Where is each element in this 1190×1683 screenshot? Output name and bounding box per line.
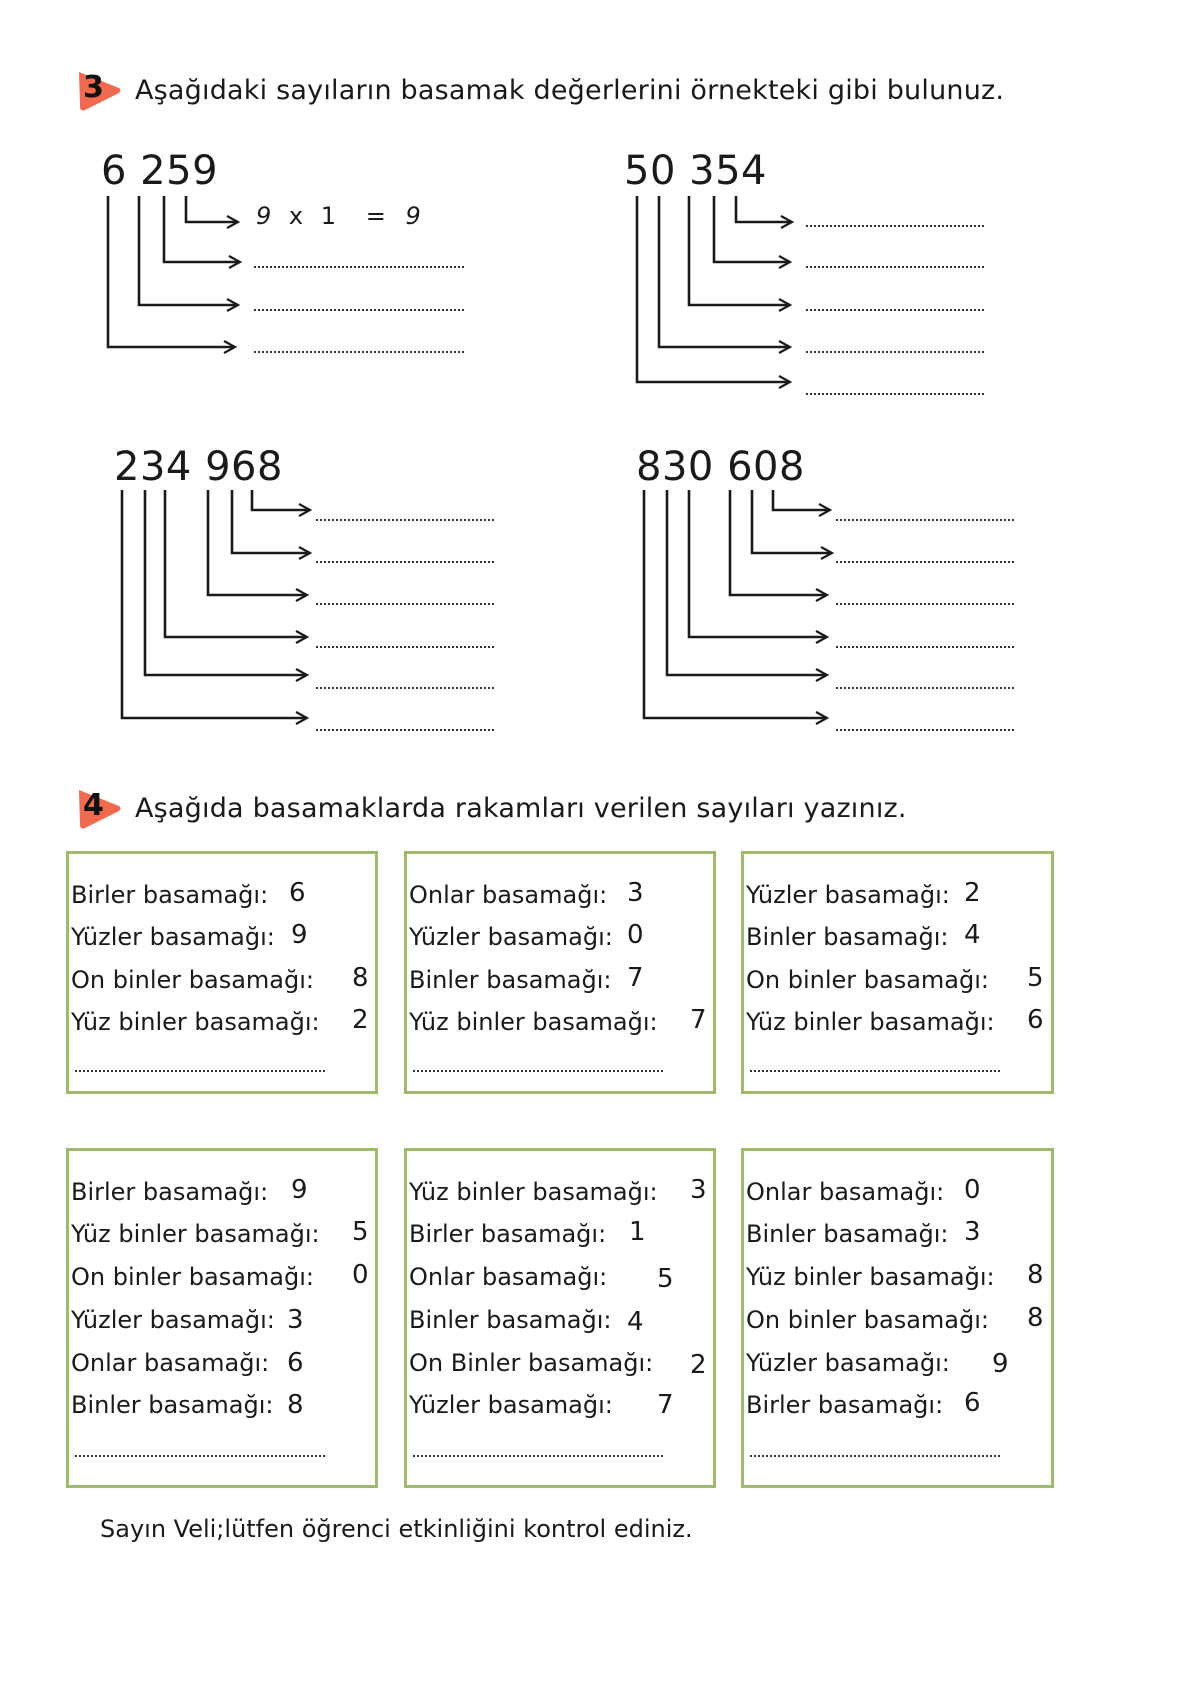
box-row-value: 0 bbox=[627, 920, 644, 950]
box-row-value: 3 bbox=[287, 1305, 304, 1335]
answer-line[interactable] bbox=[836, 561, 1014, 563]
box-row-label: On binler basamağı: bbox=[71, 966, 314, 994]
example-calculation bbox=[256, 202, 421, 230]
box-row-value: 3 bbox=[964, 1217, 981, 1247]
question-3-number: 3 bbox=[83, 70, 104, 105]
answer-line[interactable] bbox=[254, 351, 464, 353]
box-row-label: Birler basamağı: bbox=[71, 1178, 269, 1206]
box-row-value: 9 bbox=[291, 920, 308, 950]
answer-line[interactable] bbox=[75, 1070, 325, 1072]
box-row-label: Binler basamağı: bbox=[409, 1306, 612, 1334]
box-row-value: 4 bbox=[964, 920, 981, 950]
answer-line[interactable] bbox=[806, 309, 984, 311]
example-result: 9 bbox=[405, 202, 421, 230]
question-4-badge bbox=[75, 784, 123, 832]
box-row-value: 5 bbox=[657, 1264, 674, 1294]
number-4: 830 608 bbox=[636, 444, 805, 490]
box-row-value: 9 bbox=[291, 1175, 308, 1205]
answer-line[interactable] bbox=[806, 351, 984, 353]
box-row-value: 7 bbox=[690, 1005, 707, 1035]
box-row-value: 8 bbox=[1027, 1260, 1044, 1290]
box-row-label: Yüz binler basamağı: bbox=[409, 1008, 658, 1036]
box-row-value: 3 bbox=[627, 878, 644, 908]
answer-line[interactable] bbox=[316, 687, 494, 689]
digit-box-1 bbox=[66, 851, 378, 1094]
answer-line[interactable] bbox=[316, 646, 494, 648]
box-row-label: Binler basamağı: bbox=[71, 1391, 274, 1419]
box-row-value: 8 bbox=[287, 1390, 304, 1420]
box-row-value: 5 bbox=[1027, 963, 1044, 993]
answer-line[interactable] bbox=[316, 603, 494, 605]
box-row-value: 9 bbox=[992, 1349, 1009, 1379]
box-row-value: 6 bbox=[964, 1388, 981, 1418]
answer-line[interactable] bbox=[413, 1455, 663, 1457]
box-row-label: Yüzler basamağı: bbox=[746, 1349, 950, 1377]
box-row-value: 1 bbox=[629, 1217, 646, 1247]
question-4-number: 4 bbox=[83, 788, 104, 823]
example-place: 1 bbox=[320, 202, 337, 230]
box-row-value: 2 bbox=[352, 1005, 369, 1035]
box-row-value: 2 bbox=[964, 878, 981, 908]
digit-box-2 bbox=[404, 851, 716, 1094]
box-row-value: 4 bbox=[627, 1307, 644, 1337]
digit-box-3 bbox=[741, 851, 1054, 1094]
box-row-label: Onlar basamağı: bbox=[409, 1263, 608, 1291]
box-row-label: Onlar basamağı: bbox=[71, 1349, 270, 1377]
box-row-value: 0 bbox=[352, 1260, 369, 1290]
answer-line[interactable] bbox=[836, 646, 1014, 648]
box-row-label: Binler basamağı: bbox=[746, 923, 949, 951]
box-row-label: Onlar basamağı: bbox=[746, 1178, 945, 1206]
answer-line[interactable] bbox=[806, 266, 984, 268]
box-row-label: Birler basamağı: bbox=[71, 881, 269, 909]
box-row-value: 8 bbox=[1027, 1303, 1044, 1333]
answer-line[interactable] bbox=[836, 729, 1014, 731]
box-row-value: 3 bbox=[690, 1175, 707, 1205]
answer-line[interactable] bbox=[806, 393, 984, 395]
box-row-value: 5 bbox=[352, 1217, 369, 1247]
box-row-label: Birler basamağı: bbox=[746, 1391, 944, 1419]
box-row-label: Yüz binler basamağı: bbox=[71, 1220, 320, 1248]
box-row-label: Yüzler basamağı: bbox=[71, 923, 275, 951]
box-row-value: 7 bbox=[657, 1390, 674, 1420]
digit-box-4 bbox=[66, 1148, 378, 1488]
box-row-label: Yüzler basamağı: bbox=[746, 881, 950, 909]
box-row-label: Yüz binler basamağı: bbox=[71, 1008, 320, 1036]
box-row-label: Birler basamağı: bbox=[409, 1220, 607, 1248]
box-row-label: Yüzler basamağı: bbox=[409, 1391, 613, 1419]
box-row-value: 0 bbox=[964, 1175, 981, 1205]
example-times: x bbox=[288, 202, 304, 230]
box-row-label: Yüzler basamağı: bbox=[71, 1306, 275, 1334]
box-row-label: On Binler basamağı: bbox=[409, 1349, 654, 1377]
box-row-label: Onlar basamağı: bbox=[409, 881, 608, 909]
box-row-label: Yüz binler basamağı: bbox=[746, 1263, 995, 1291]
answer-line[interactable] bbox=[806, 225, 984, 227]
box-row-label: Yüz binler basamağı: bbox=[746, 1008, 995, 1036]
box-row-value: 6 bbox=[1027, 1005, 1044, 1035]
box-row-label: On binler basamağı: bbox=[71, 1263, 314, 1291]
box-row-label: Yüz binler basamağı: bbox=[409, 1178, 658, 1206]
box-row-label: On binler basamağı: bbox=[746, 966, 989, 994]
box-row-label: Yüzler basamağı: bbox=[409, 923, 613, 951]
answer-line[interactable] bbox=[316, 519, 494, 521]
answer-line[interactable] bbox=[836, 519, 1014, 521]
question-4-instruction: Aşağıda basamaklarda rakamları verilen sayıları yazınız. bbox=[135, 792, 907, 824]
example-digit: 9 bbox=[256, 202, 272, 230]
box-row-value: 7 bbox=[627, 963, 644, 993]
number-3: 234 968 bbox=[114, 444, 283, 490]
answer-line[interactable] bbox=[316, 561, 494, 563]
box-row-value: 8 bbox=[352, 963, 369, 993]
parent-note: Sayın Veli;lütfen öğrenci etkinliğini kontrol ediniz. bbox=[100, 1515, 693, 1543]
answer-line[interactable] bbox=[254, 266, 464, 268]
box-row-value: 2 bbox=[690, 1350, 707, 1380]
answer-line[interactable] bbox=[413, 1070, 663, 1072]
answer-line[interactable] bbox=[750, 1455, 1000, 1457]
question-3-instruction: Aşağıdaki sayıların basamak değerlerini örnekteki gibi bulunuz. bbox=[135, 74, 1005, 106]
answer-line[interactable] bbox=[316, 729, 494, 731]
answer-line[interactable] bbox=[750, 1070, 1000, 1072]
answer-line[interactable] bbox=[75, 1455, 325, 1457]
example-equals: = bbox=[365, 202, 386, 230]
number-1: 6 259 bbox=[101, 148, 219, 194]
number-2: 50 354 bbox=[624, 148, 767, 194]
question-4-header bbox=[75, 780, 907, 836]
answer-line[interactable] bbox=[836, 687, 1014, 689]
answer-line[interactable] bbox=[254, 309, 464, 311]
digit-box-6 bbox=[741, 1148, 1054, 1488]
box-row-label: On binler basamağı: bbox=[746, 1306, 989, 1334]
answer-line[interactable] bbox=[836, 603, 1014, 605]
box-row-label: Binler basamağı: bbox=[409, 966, 612, 994]
box-row-label: Binler basamağı: bbox=[746, 1220, 949, 1248]
digit-box-5 bbox=[404, 1148, 716, 1488]
box-row-value: 6 bbox=[287, 1348, 304, 1378]
box-row-value: 6 bbox=[289, 878, 306, 908]
